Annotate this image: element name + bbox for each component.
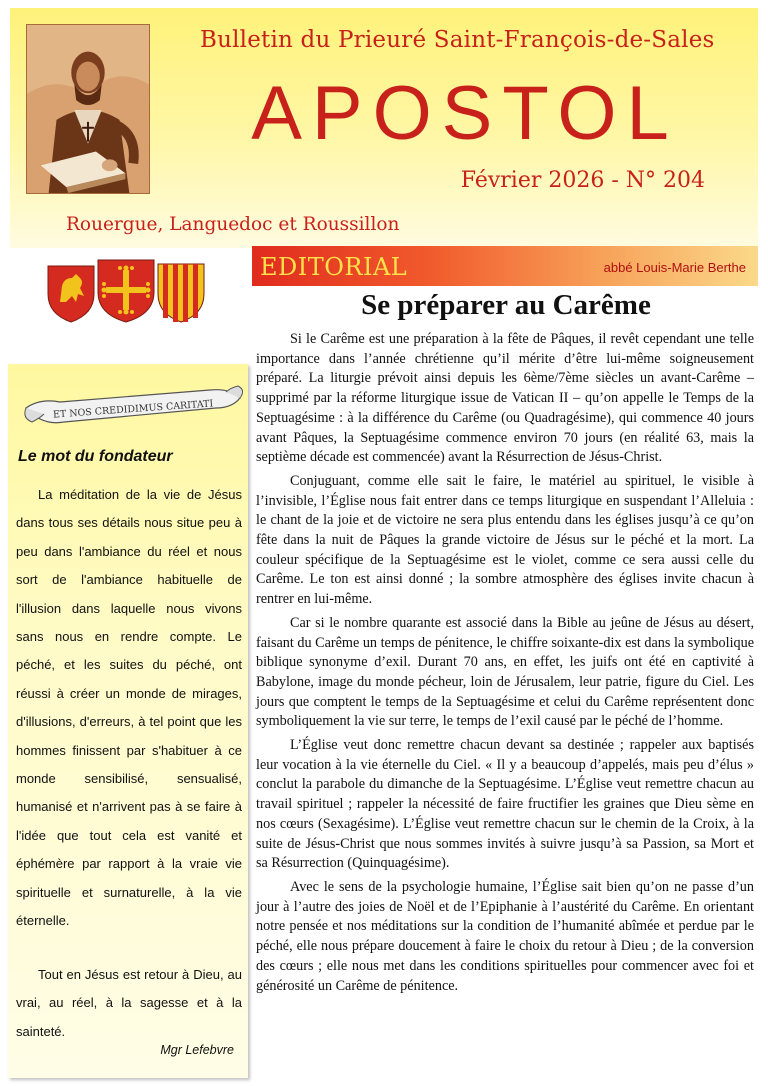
- motto-banner-icon: [20, 378, 246, 436]
- sidebar-signature: Mgr Lefebvre: [160, 1043, 234, 1057]
- article-title: Se préparer au Carême: [361, 289, 651, 321]
- sidebar-paragraph-2: Tout en Jésus est retour à Dieu, au vrai, au réel, à la sagesse et à la sainteté.: [16, 967, 242, 1039]
- sidebar-heading: Le mot du fondateur: [18, 448, 173, 465]
- issue-date-number: Février 2026 - N° 204: [460, 168, 705, 193]
- founder-sidebar: [8, 364, 248, 1078]
- article-paragraph: Avec le sens de la psychologie humaine, l’Église sait bien qu’on ne passe d’un jour à l’autre des joies de Noël et de l’Epiphanie à l’austérité du Carême. En orientant notre pensée et nos méditations sur la condition de l’humanité abîmée et perdue par le péché, elle nous prépare doucement à faire le choix du retour à Dieu ; de la conversion des cœurs ; elle nous met dans les conditions spirituelles pour commencer avec foi et générosité un Carême de pénitence.: [256, 878, 754, 994]
- article-paragraph: Car si le nombre quarante est associé dans la Bible au jeûne de Jésus au désert, faisant du Carême un temps de pénitence, le chiffre soixante-dix est dans la symbolique biblique synonyme d’exil. Durant 70 ans, en effet, les juifs ont été en captivité à Babylone, image du monde pécheur, loin de Jérusalem, leur patrie, figure du Ciel. Les jours que comptent le temps de la Septuagésime et celui du Carême représentent donc symboliquement la vie sur terre, le temps de l’exil causé par le péché de l’homme.: [256, 614, 754, 730]
- region-shields: [46, 256, 206, 324]
- bulletin-subtitle: Bulletin du Prieuré Saint-François-de-Sales: [200, 27, 715, 53]
- article-paragraph: L’Église veut donc remettre chacun devant sa destinée ; rappeler aux baptisés leur vocation à la vie éternelle du Ciel. « Il y a beaucoup d’appelés, mais peu d’élus » conclut la parabole du dimanche de la Septuagésime. L’Église veut remettre chacun au travail spirituel ; rappeler la nécessité de faire fructifier les graines que Dieu sème en nos cœurs (Sexagésime). L’Église veut remettre chacun sur le chemin de la Croix, à la suite de Jésus-Christ que nous sommes invités à suivre jusqu’à sa Passion, sa Mort et sa Résurrection (Quinquagésime).: [256, 737, 754, 872]
- sidebar-paragraph-1: La méditation de la vie de Jésus dans tous ses détails nous situe peu à peu dans l'ambiance du réel et nous sort de l'ambiance habituelle de l'illusion dans laquelle nous vivons sans nous en rendre compte. Le péché, et les suites du péché, ont réussi à créer un monde de mirages, d'illusions, d'erreurs, à tel point que les hommes finissent par s'habituer à ce monde sensibilisé, sensualisé, humanisé et n'arrivent pas à se faire à l'idée que tout cela est vanité et éphémère par rapport à la vraie vie spirituelle et surnaturelle, à la vie éternelle.: [16, 487, 242, 929]
- editorial-header-bar: [252, 246, 758, 286]
- editorial-author: abbé Louis-Marie Berthe: [603, 260, 746, 275]
- region-line: Rouergue, Languedoc et Roussillon: [66, 214, 400, 235]
- saint-portrait-icon: [26, 24, 150, 194]
- article-body: [256, 330, 754, 1000]
- article-paragraph: Conjuguant, comme elle sait le faire, le matériel au spirituel, le visible à l’invisible, l’Église nous fait entrer dans ce temps liturgique en suspendant l’Alleluia : le chant de la joie et de victoire ne sera plus entendu dans les églises jusqu’à ce qu’on fête dans la nuit de Pâques la grande victoire de Jésus sur le péché et la mort. La couleur spécifique de la Septuagésime est le violet, comme ce sera aussi celle du Carême. Le ton est ainsi donné ; la sombre atmosphère des églises invite chacun à rentrer en lui-même.: [256, 472, 754, 608]
- catalan-stripes-shield-icon: [158, 264, 204, 322]
- lion-shield-icon: [48, 266, 94, 322]
- article-paragraph: Si le Carême est une préparation à la fête de Pâques, il revêt cependant une telle importance dans l’année chrétienne qu’il mérite d’être lui-même soigneusement préparé. La liturgie prévoit ainsi depuis les 6ème/7ème siècles un avant-Carême – supprimé par la réforme liturgique issue de Vatican II – qu’on appelle le Temps de la Septuagésime : à la différence du Carême (ou Quadragésime), qui commence 40 jours avant Pâques, la Septuagésime commence environ 70 jours (en réalité 63, mais la septième décade est commencée) avant la Résurrection de Jésus-Christ.: [256, 331, 754, 466]
- motto-text: ET NOS CREDIDIMUS CARITATI: [52, 398, 214, 421]
- publication-title: APOSTOL: [251, 71, 679, 156]
- occitan-cross-shield-icon: [98, 260, 154, 322]
- editorial-label: EDITORIAL: [260, 253, 408, 281]
